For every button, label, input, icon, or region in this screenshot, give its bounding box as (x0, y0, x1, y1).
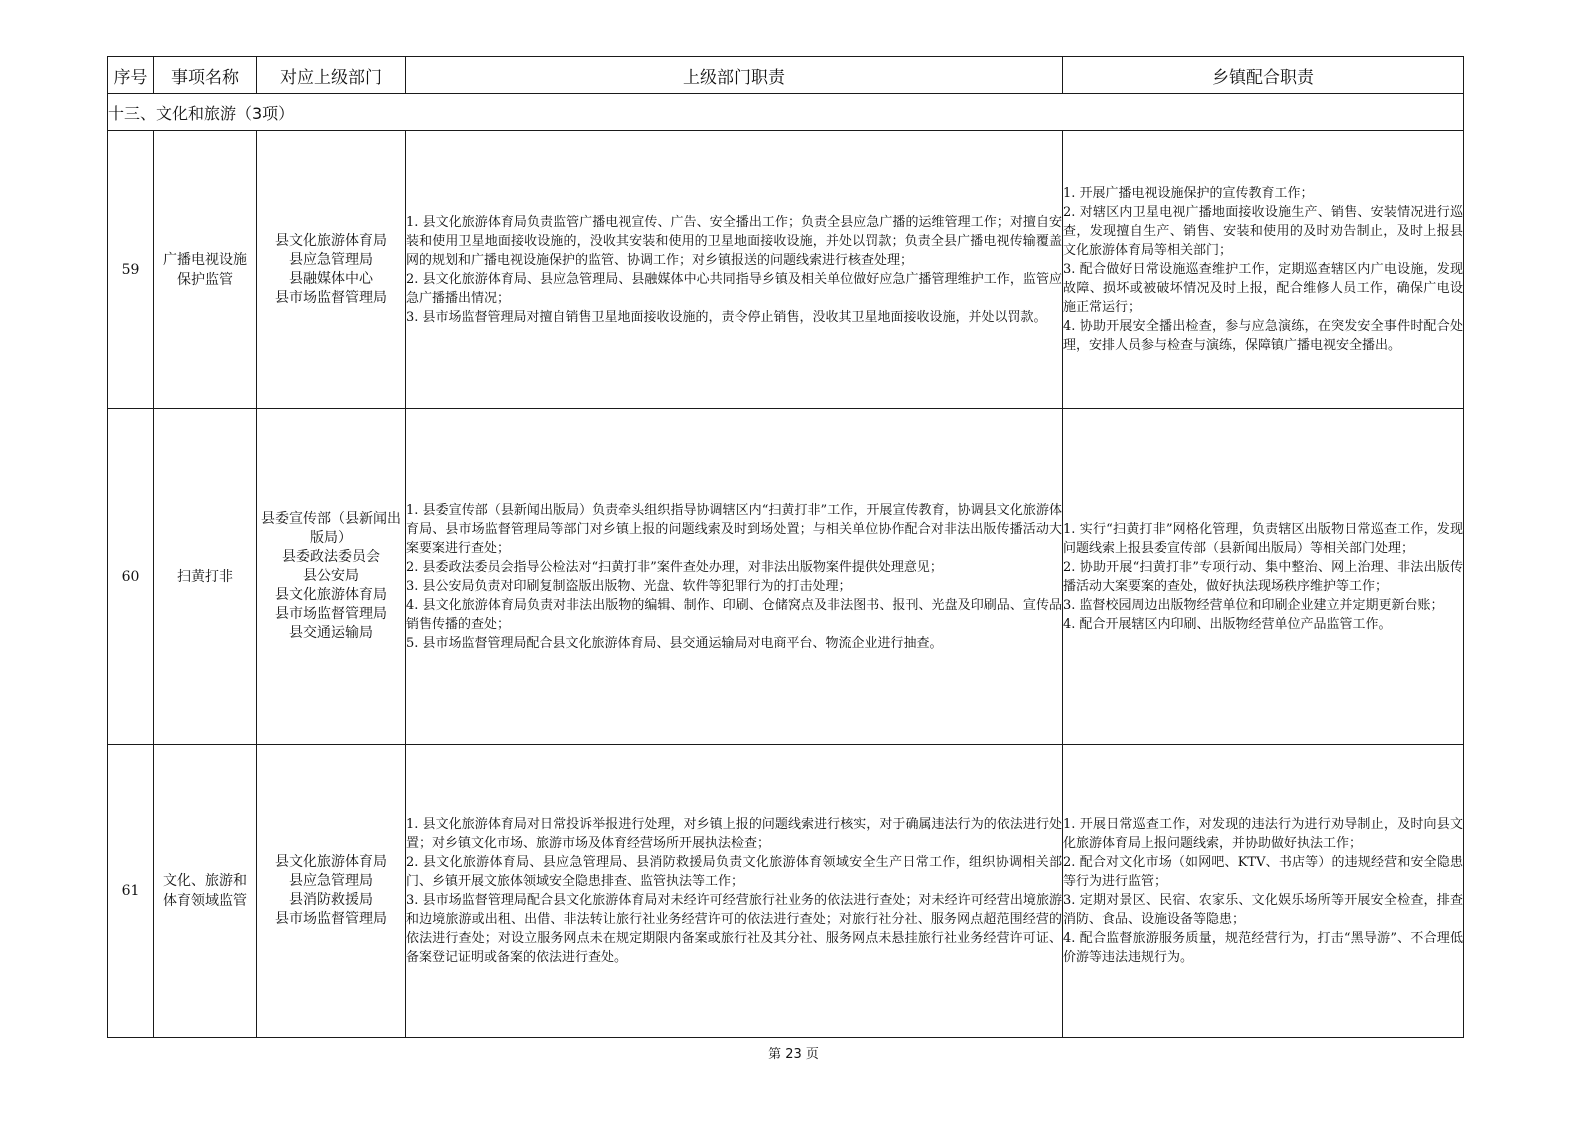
table-row (108, 131, 1464, 409)
duty-item: 4. 配合监督旅游服务质量，规范经营行为，打击“黑导游”、不合理低价游等违法违规行为。 (1063, 931, 1463, 965)
item-name-line: 文化、旅游和 (163, 873, 247, 889)
duty-item: 1. 实行“扫黄打非”网格化管理，负责辖区出版物日常巡查工作，发现问题线索上报县委宣传部（县新闻出版局）等相关部门处理； (1063, 521, 1463, 556)
dept-item: 县文化旅游体育局 (275, 587, 387, 603)
dept-item: 县市场监督管理局 (275, 911, 387, 927)
duty-item: 2. 协助开展“扫黄打非”专项行动、集中整治、网上治理、非法出版传播活动大案要案的查处，做好执法现场秩序维护等工作； (1063, 559, 1463, 594)
duty-item: 1. 开展广播电视设施保护的宣传教育工作； (1063, 186, 1314, 201)
duty-item: 3. 县市场监督管理局对擅自销售卫星地面接收设施的，责令停止销售，没收其卫星地面接收设施，并处以罚款。 (406, 309, 1047, 325)
dept-item: 县应急管理局 (289, 873, 373, 889)
dept-item: 县消防救援局 (289, 892, 373, 908)
duty-item: 2. 对辖区内卫星电视广播地面接收设施生产、销售、安装情况进行巡查，发现擅自生产、销售、安装和使用的及时劝告制止，及时上报县文化旅游体育局等相关部门； (1063, 205, 1463, 258)
duty-item: 3. 县市场监督管理局配合县文化旅游体育局对未经许可经营旅行社业务的依法进行查处；对未经许可经营出境旅游和边境旅游或出租、出借、非法转让旅行社业务经营许可的依法进行查处；对旅行社分社、服务网点超范围经营的依法进行查处；对设立服务网点未在规定期限内备案或旅行社及其分社、服务网点未悬挂旅行社业务经营许可证、备案登记证明或备案的依法进行查处。 (406, 893, 1062, 965)
item-name (154, 409, 257, 745)
dept-list (257, 745, 406, 1038)
dept-item: 县文化旅游体育局 (275, 854, 387, 870)
town-duty-cell (1063, 131, 1464, 409)
duty-item: 2. 县文化旅游体育局、县应急管理局、县融媒体中心共同指导乡镇及相关单位做好应急广播管理维护工作，监管应急广播播出情况； (406, 271, 1062, 306)
item-name-line: 体育领域监管 (163, 893, 247, 909)
upper-duty-cell (406, 131, 1063, 409)
header-upper-duty: 上级部门职责 (406, 57, 1063, 94)
item-name (154, 131, 257, 409)
duty-item: 1. 县委宣传部（县新闻出版局）负责牵头组织指导协调辖区内“扫黄打非”工作，开展宣传教育，协调县文化旅游体育局、县市场监督管理局等部门对乡镇上报的问题线索及时到场处置；与相关单位协作配合对非法出版传播活动大案要案进行查处； (406, 502, 1062, 556)
duty-item: 4. 县文化旅游体育局负责对非法出版物的编辑、制作、印刷、仓储窝点及非法图书、报刊、光盘及印刷品、宣传品销售传播的查处； (406, 597, 1062, 632)
item-name-line: 保护监管 (177, 271, 233, 288)
table-row (108, 745, 1464, 1038)
duty-item: 4. 协助开展安全播出检查，参与应急演练，在突发安全事件时配合处理，安排人员参与检查与演练，保障镇广播电视安全播出。 (1063, 319, 1463, 353)
dept-item: 县市场监督管理局 (275, 289, 387, 306)
duty-item: 2. 县文化旅游体育局、县应急管理局、县消防救援局负责文化旅游体育领域安全生产日常工作，组织协调相关部门、乡镇开展文旅体领域安全隐患排查、监管执法等工作； (406, 855, 1062, 889)
header-dept: 对应上级部门 (257, 57, 406, 94)
dept-item: 县融媒体中心 (289, 270, 373, 287)
dept-item: 县文化旅游体育局 (275, 232, 387, 249)
row-number: 61 (108, 745, 154, 1038)
duty-item: 1. 开展日常巡查工作，对发现的违法行为进行劝导制止，及时向县文化旅游体育局上报问题线索，并协助做好执法工作； (1063, 817, 1463, 851)
section-row (108, 94, 1464, 131)
town-duty-cell (1063, 745, 1464, 1038)
row-number: 60 (108, 409, 154, 745)
duty-item: 2. 配合对文化市场（如网吧、KTV、书店等）的违规经营和安全隐患等行为进行监管； (1063, 855, 1463, 889)
section-title: 十三、文化和旅游（3项） (108, 94, 1464, 131)
upper-duty-cell (406, 745, 1063, 1038)
item-name-line: 广播电视设施 (163, 251, 247, 268)
duty-item: 1. 县文化旅游体育局对日常投诉举报进行处理，对乡镇上报的问题线索进行核实，对于确属违法行为的依法进行处置；对乡镇文化市场、旅游市场及体育经营场所开展执法检查； (406, 817, 1062, 851)
dept-item: 县市场监督管理局 (275, 606, 387, 622)
duty-item: 3. 配合做好日常设施巡查维护工作，定期巡查辖区内广电设施，发现故障、损坏或被破坏情况及时上报，配合维修人员工作，确保广电设施正常运行； (1063, 262, 1463, 315)
duty-item: 4. 配合开展辖区内印刷、出版物经营单位产品监管工作。 (1063, 616, 1392, 632)
duty-item: 3. 定期对景区、民宿、农家乐、文化娱乐场所等开展安全检查，排查消防、食品、设施设备等隐患； (1063, 893, 1463, 927)
header-no: 序号 (108, 57, 154, 94)
duty-table (107, 56, 1464, 1038)
dept-list (257, 409, 406, 745)
duty-item: 3. 县公安局负责对印刷复制盗版出版物、光盘、软件等犯罪行为的打击处理； (406, 578, 852, 594)
town-duty-cell (1063, 409, 1464, 745)
row-number: 59 (108, 131, 154, 409)
dept-item: 县委政法委员会 (282, 549, 380, 565)
dept-item: 县委宣传部（县新闻出版局） (261, 511, 401, 546)
duty-item: 3. 监督校园周边出版物经营单位和印刷企业建立并定期更新台账； (1063, 597, 1444, 613)
duty-item: 1. 县文化旅游体育局负责监管广播电视宣传、广告、安全播出工作；负责全县应急广播的运维管理工作；对擅自安装和使用卫星地面接收设施的，没收其安装和使用的卫星地面接收设施，并处以罚款；负责全县广播电视传输覆盖网的规划和广播电视设施保护的监管、协调工作；对乡镇报送的问题线索进行核查处理； (406, 214, 1062, 268)
table-row (108, 409, 1464, 745)
dept-list (257, 131, 406, 409)
item-name-line: 扫黄打非 (177, 568, 233, 585)
page-number: 第 23 页 (768, 1047, 819, 1062)
upper-duty-cell (406, 409, 1063, 745)
dept-item: 县交通运输局 (289, 625, 373, 641)
duty-item: 2. 县委政法委员会指导公检法对“扫黄打非”案件查处办理，对非法出版物案件提供处理意见； (406, 559, 943, 575)
header-town-duty: 乡镇配合职责 (1063, 57, 1464, 94)
dept-item: 县公安局 (303, 568, 359, 584)
table-header-row (108, 57, 1464, 94)
header-name: 事项名称 (154, 57, 257, 94)
duty-item: 5. 县市场监督管理局配合县文化旅游体育局、县交通运输局对电商平台、物流企业进行抽查。 (406, 635, 943, 651)
dept-item: 县应急管理局 (289, 251, 373, 268)
item-name (154, 745, 257, 1038)
